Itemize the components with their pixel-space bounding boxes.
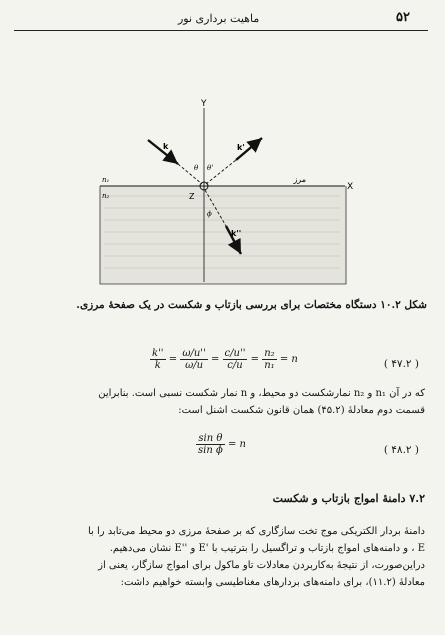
equation-48: $\frac{\text{sin θ}}{\text{sin ϕ}}$ = n [198,433,246,456]
paragraph-1-line-1: که در آن n₁ و n₂ نمارشکست دو محیط، و n نمار شکست نسبی است. بنابراین [98,388,425,399]
x-axis-label: X [347,182,354,192]
eq47-f4-den: n₁ [264,360,275,371]
y-axis-label: Y [201,99,207,109]
theta-prime-label: θ' [207,164,214,172]
paragraph-1 [19,385,425,419]
paragraph-2-line-1: دامنهٔ بردار الکتریکی موج تخت سازگاری که بر صفحهٔ مرزی دو محیط می‌تابد را با [87,526,425,537]
k-prime-label: k' [237,143,245,152]
equation-48-number: ( ۴۸.۲ ) [383,444,419,456]
eq47-f1-den: k [154,360,161,371]
equation-47: $\frac{k''}{k}$ = $\frac{\omega/u''}{\omega/u}$ = $\frac{c/u''}{c/u}$ = $\frac{\text{n₂}}{\text{n₁}}$ = n [152,348,298,371]
theta-label: θ [194,164,199,172]
paragraph-2-line-2: E ، و دامنه‌های امواج بازتاب و تراگسیل را بترتیب با 'E و ''E نشان می‌دهیم. [109,543,425,554]
lower-medium-region [100,186,346,284]
eq47-rhs: n [291,354,298,365]
origin-label: Z [189,192,195,201]
eq48-num: sin θ [196,433,225,445]
running-title: ماهیت برداری نور [178,12,260,25]
boundary-label: مرز [293,175,306,184]
eq47-f3-den: c/u [227,360,243,371]
eq48-rhs: n [239,439,246,450]
phi-label: ϕ [207,210,212,218]
n2-label: n₂ [102,192,110,200]
page-number: ۵۲ [396,10,410,25]
eq47-f1-num: k'' [152,348,164,359]
paragraph-2 [19,523,425,591]
k-double-prime-label: k'' [231,229,242,238]
paragraph-2-line-3: دراین‌صورت، از نتیجهٔ به‌کاربردن معادلات تاو ماکول برای امواج سازگار، یعنی از [98,560,425,571]
eq47-f4-num: n₂ [264,348,275,359]
figure-caption: شکل ۱۰.۲ دستگاه مختصات برای بررسی بازتاب و شکست در یک صفحهٔ مرزی. [76,299,427,311]
n1-label: n₁ [102,176,110,184]
eq47-f2-num: ω/u'' [182,348,206,359]
eq48-den: sin ϕ [198,445,223,456]
paragraph-2-line-4: معادلهٔ (۱۱.۲)، برای دامنه‌های بردارهای مغناطیسی وابسته خواهیم داشت: [120,577,425,588]
section-heading: ۷.۲ دامنهٔ امواج بازتاب و شکست [272,492,425,505]
k-label: k [163,142,169,151]
equation-47-number: ( ۴۷.۲ ) [383,358,419,370]
eq47-f3-num: c/u'' [224,348,246,359]
refraction-figure [0,0,445,300]
eq47-f2-den: ω/u [185,360,204,371]
paragraph-1-line-2: قسمت دوم معادلهٔ (۴۵.۲) همان قانون شکست اشنل است: [178,405,425,416]
